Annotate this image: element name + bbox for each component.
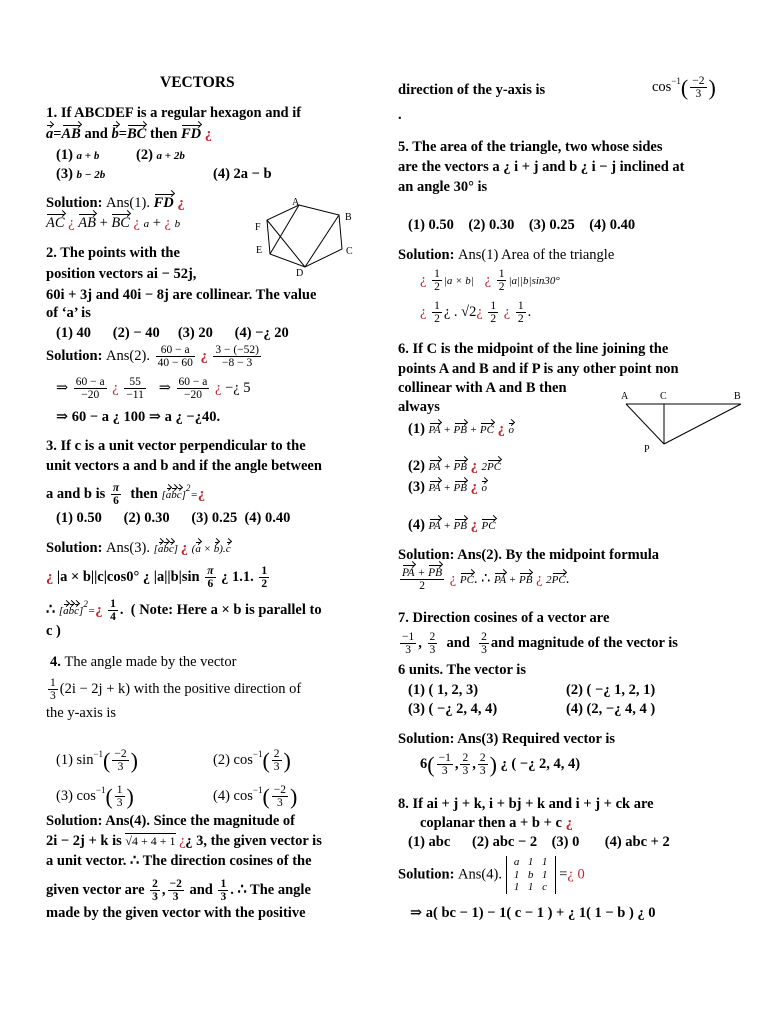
q7-option-2: (2) ( −¿ 1, 2, 1) — [566, 682, 656, 698]
q1-solution: Solution: Ans(1). FD ¿ — [46, 195, 185, 211]
q2-options: (1) 40 (2) − 40 (3) 20 (4) −¿ 20 — [56, 325, 289, 341]
q3-solution-line2: ¿ |a × b||c|cos0° ¿ |a||b|sin $\frac{\pi}{6}$ ¿ 1.1. $\frac{1}{2}$ — [46, 565, 268, 591]
hexagon-label-f: F — [255, 222, 261, 233]
triangle-label-b: B — [734, 391, 741, 402]
q7-solution: Solution: Ans(3) Required vector is — [398, 731, 615, 747]
q6-option-2: (2) PA + PB ¿ 2PC — [408, 458, 502, 474]
q3-stem-line1: 3. If c is a unit vector perpendicular to the — [46, 438, 306, 454]
q3-solution: Solution: Ans(3). [abc] ¿ (a × b).c — [46, 540, 231, 556]
q8-solution: Solution: Ans(4). a 1 1 1 b 1 1 1 c =¿ 0 — [398, 856, 585, 894]
q7-option-1: (1) ( 1, 2, 3) — [408, 682, 479, 698]
q1-option-3: (3) b − 2b — [56, 166, 106, 182]
q1-solution-line2: AC ¿ AB + BC ¿ a + ¿ b — [46, 215, 181, 231]
q2-stem-line1: 2. The points with the — [46, 245, 180, 261]
q4-end-dot: . — [398, 107, 402, 123]
q3-options: (1) 0.50 (2) 0.30 (3) 0.25 (4) 0.40 — [56, 510, 291, 526]
q4-option-3: (3) $\cos^{-1}$( $\frac{1}{3}$ ) — [56, 784, 134, 810]
q7-stem-line2: $\frac{-1}{3}$ , $\frac{2}{3}$ and $\frac{2}{3}$ and magnitude of the vector is — [402, 631, 678, 657]
q5-stem-line3: an angle 30° is — [398, 179, 488, 195]
q7-stem-line1: 7. Direction cosines of a vector are — [398, 610, 610, 626]
q2-stem-line3: 60i + 3j and 40i − 8j are collinear. The value — [46, 287, 317, 303]
q8-options: (1) abc (2) abc − 2 (3) 0 (4) abc + 2 — [408, 834, 670, 850]
q6-solution-line2: $\frac{PA + PB}{2}$ ¿ PC. ∴ PA + PB ¿ 2PC. — [402, 567, 570, 593]
q4-solution: Solution: Ans(4). Since the magnitude of — [46, 813, 295, 829]
q7-option-3: (3) ( −¿ 2, 4, 4) — [408, 701, 498, 717]
q8-stem-line1: 8. If ai + j + k, i + bj + k and i + j + ck are — [398, 796, 654, 812]
triangle-label-c: C — [660, 391, 667, 402]
q8-solution-line2: ⇒ a( bc − 1) − 1( c − 1 ) + ¿ 1( 1 − b ) ¿ 0 — [410, 905, 656, 921]
q4-solution-line2: 2i − 2j + k is √4 + 4 + 1 ¿ ¿ 3, the given vector is — [46, 833, 322, 849]
q5-solution: Solution: Ans(1) Area of the triangle — [398, 247, 615, 263]
hexagon-label-d: D — [296, 268, 304, 278]
q5-stem-line1: 5. The area of the triangle, two whose sides — [398, 139, 663, 155]
triangle-label-a: A — [621, 391, 629, 402]
q3-stem-line2: unit vectors a and b and if the angle between — [46, 458, 322, 474]
q4-option-2: (2) $\cos^{-1}$( $\frac{2}{3}$ ) — [213, 748, 291, 774]
q1-stem-line2: a=AB and b=BC then FD ¿ — [46, 126, 213, 142]
q6-stem-line4: always — [398, 399, 440, 415]
q2-stem-line2: position vectors ai − 52j, — [46, 266, 197, 282]
q6-option-3: (3) PA + PB ¿ o — [408, 479, 487, 495]
hexagon-label-c: C — [346, 246, 353, 257]
q7-solution-line2: 6( $\frac{-1}{3}$ , $\frac{2}{3}$ , $\frac{2}{3}$ ) ¿ ( −¿ 2, 4, 4) — [420, 752, 581, 778]
hexagon-label-e: E — [256, 245, 263, 256]
q5-solution-line3: ¿ $\frac{1}{2}$ ¿ . √2¿ $\frac{1}{2}$ ¿ $\frac{1}{2}$ . — [420, 300, 532, 326]
q6-stem-line3: collinear with A and B then — [398, 380, 567, 396]
q4-option-1: (1) $\sin^{-1}$( $\frac{-2}{3}$ ) — [56, 748, 138, 774]
q4-stem-line3: the y-axis is — [46, 705, 117, 721]
q6-solution: Solution: Ans(2). By the midpoint formula — [398, 547, 660, 563]
q2-solution-line3: ⇒ 60 − a ¿ 100 ⇒ a ¿ −¿40. — [56, 409, 221, 425]
q8-determinant: a 1 1 1 b 1 1 1 c — [506, 856, 556, 894]
q4-continuation-answer: $\cos^{-1}$( $\frac{-2}{3}$ ) — [652, 75, 716, 101]
q4-solution-line3: a unit vector. ∴ The direction cosines of the — [46, 853, 312, 869]
q2-solution: Solution: Ans(2). $\frac{60 - a}{40 - 60}$ ¿ $\frac{3 - (-52)}{-8 - 3}$ — [46, 344, 259, 370]
q5-options: (1) 0.50 (2) 0.30 (3) 0.25 (4) 0.40 — [408, 217, 636, 233]
q3-solution-line4: c ) — [46, 623, 61, 639]
q1-option-2: (2) a + 2b — [136, 147, 185, 163]
hexagon-diagram — [250, 196, 365, 278]
q1-option-1: (1) a + b — [56, 147, 100, 163]
q3-solution-line3: ∴ [abc]$^2$=¿ $\frac{1}{4}$ . ( Note: Here a × b is parallel to — [46, 598, 322, 624]
q1-stem-line1: 1. If ABCDEF is a regular hexagon and if — [46, 105, 302, 121]
hexagon-label-b: B — [345, 212, 352, 223]
q4-stem-line1: 4. The angle made by the vector — [50, 654, 237, 670]
triangle-diagram — [616, 388, 746, 458]
q6-stem-line2: points A and B and if P is any other point non — [398, 361, 679, 377]
q4-stem-line2: $\frac{1}{3}$ (2i − 2j + k) with the positive direction of — [50, 677, 302, 703]
q4-solution-line5: made by the given vector with the positive — [46, 905, 306, 921]
q5-stem-line2: are the vectors a ¿ i + j and b ¿ i − j inclined at — [398, 159, 685, 175]
triangle-label-p: P — [644, 444, 650, 455]
q6-option-4: (4) PA + PB ¿ PC — [408, 517, 496, 533]
q4-option-4: (4) $\cos^{-1}$( $\frac{-2}{3}$ ) — [213, 784, 298, 810]
q1-option-4: (4) 2a − b — [213, 166, 272, 182]
q7-option-4: (4) (2, −¿ 4, 4 ) — [566, 701, 656, 717]
q2-solution-line2: ⇒ $\frac{60 - a}{-20}$ ¿ $\frac{55}{-11}$ ⇒ $\frac{60 - a}{-20}$ ¿ −¿ 5 — [56, 376, 251, 402]
q4-continuation: direction of the y-axis is — [398, 82, 546, 98]
q5-solution-line2: ¿ $\frac{1}{2}$ |a × b| ¿ $\frac{1}{2}$ |a||b|sin30° — [420, 268, 560, 294]
q2-stem-line4: of ‘a’ is — [46, 305, 91, 321]
q6-stem-line1: 6. If C is the midpoint of the line joining the — [398, 341, 669, 357]
page-title: VECTORS — [160, 74, 235, 91]
hexagon-label-a: A — [292, 197, 300, 208]
q7-stem-line3: 6 units. The vector is — [398, 662, 526, 678]
q6-option-1: (1) PA + PB + PC ¿ o — [408, 421, 514, 437]
q4-solution-line4: given vector are $\frac{2}{3}$ , $\frac{-2}{3}$ and $\frac{1}{3}$ . ∴ The angle — [46, 878, 311, 904]
q8-stem-line2: coplanar then a + b + c ¿ — [420, 815, 573, 831]
q3-stem-line3: a and b is $\frac{\pi}{6}$ then [abc]$^2$=¿ — [46, 482, 206, 508]
